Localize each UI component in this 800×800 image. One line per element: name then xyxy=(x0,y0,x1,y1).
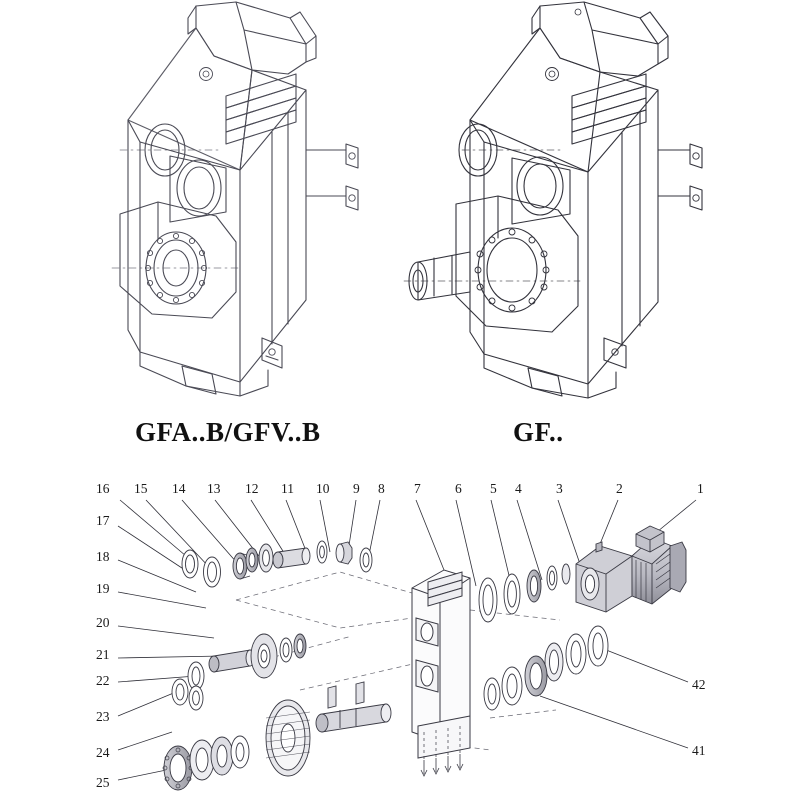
callout-18: 18 xyxy=(96,549,110,564)
callout-13: 13 xyxy=(207,481,221,496)
callout-5: 5 xyxy=(490,481,497,496)
callout-12: 12 xyxy=(245,481,259,496)
housing-body xyxy=(412,570,470,776)
caption-gf: GF.. xyxy=(513,417,564,447)
parts-right-group xyxy=(479,526,686,710)
callout-10: 10 xyxy=(316,481,330,496)
callout-17: 17 xyxy=(96,513,110,528)
gearbox-outline-left xyxy=(112,2,358,396)
parts-top-row xyxy=(182,541,372,587)
callout-3: 3 xyxy=(556,481,563,496)
callout-1: 1 xyxy=(697,481,704,496)
callout-19: 19 xyxy=(96,581,110,596)
parts-mid-row xyxy=(172,634,306,710)
callout-2: 2 xyxy=(616,481,623,496)
callout-20: 20 xyxy=(96,615,110,630)
exploded-view xyxy=(0,460,800,800)
callout-24: 24 xyxy=(96,745,110,760)
callout-42: 42 xyxy=(692,677,706,692)
callout-8: 8 xyxy=(378,481,385,496)
callout-41: 41 xyxy=(692,743,706,758)
bolt-arrows xyxy=(421,754,463,776)
callout-7: 7 xyxy=(414,481,421,496)
caption-gfab-gfvb: GFA..B/GFV..B xyxy=(135,417,321,447)
callout-11: 11 xyxy=(281,481,294,496)
callout-4: 4 xyxy=(515,481,522,496)
callout-15: 15 xyxy=(134,481,148,496)
callout-9: 9 xyxy=(353,481,360,496)
callout-14: 14 xyxy=(172,481,186,496)
gearbox-outline-right-with-shaft xyxy=(404,2,702,398)
callout-6: 6 xyxy=(455,481,462,496)
callout-21: 21 xyxy=(96,647,110,662)
callout-16: 16 xyxy=(96,481,110,496)
callout-22: 22 xyxy=(96,673,110,688)
callout-25: 25 xyxy=(96,775,110,790)
leader-lines xyxy=(118,500,696,780)
callout-23: 23 xyxy=(96,709,110,724)
